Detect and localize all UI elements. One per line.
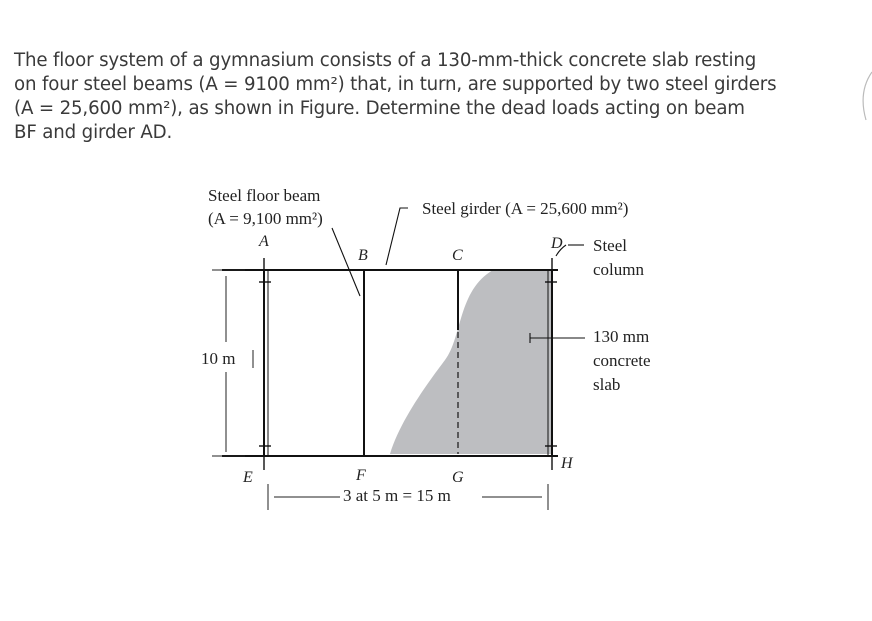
dim-horizontal-label: 3 at 5 m = 15 m (343, 486, 451, 505)
edge-mark (863, 72, 872, 120)
problem-line-3: (A = 25,600 mm²), as shown in Figure. Determine the dead loads acting on beam (14, 98, 745, 119)
column-label-line1: Steel (593, 236, 627, 255)
point-h: H (561, 455, 573, 472)
point-d: D (551, 235, 563, 252)
shaded-slab-region (390, 270, 552, 454)
point-g: G (452, 469, 464, 486)
girder-label: Steel girder (A = 25,600 mm²) (422, 199, 629, 218)
column-label-line2: column (593, 260, 644, 279)
beam-label-line1: Steel floor beam (208, 186, 321, 205)
point-f: F (356, 467, 366, 484)
point-a: A (259, 233, 269, 250)
problem-line-2: on four steel beams (A = 9100 mm²) that, in turn, are supported by two steel girders (14, 74, 777, 95)
slab-label-line1: 130 mm (593, 327, 650, 346)
point-c: C (452, 247, 463, 264)
dim-vertical-label: 10 m (201, 349, 236, 368)
problem-line-4: BF and girder AD. (14, 122, 173, 143)
beam-label-line2: (A = 9,100 mm²) (208, 209, 323, 228)
problem-line-1: The floor system of a gymnasium consists of a 130-mm-thick concrete slab resting (14, 50, 757, 71)
slab-label-line3: slab (593, 375, 621, 394)
slab-label-line2: concrete (593, 351, 651, 370)
point-b: B (358, 247, 368, 264)
point-e: E (243, 469, 253, 486)
